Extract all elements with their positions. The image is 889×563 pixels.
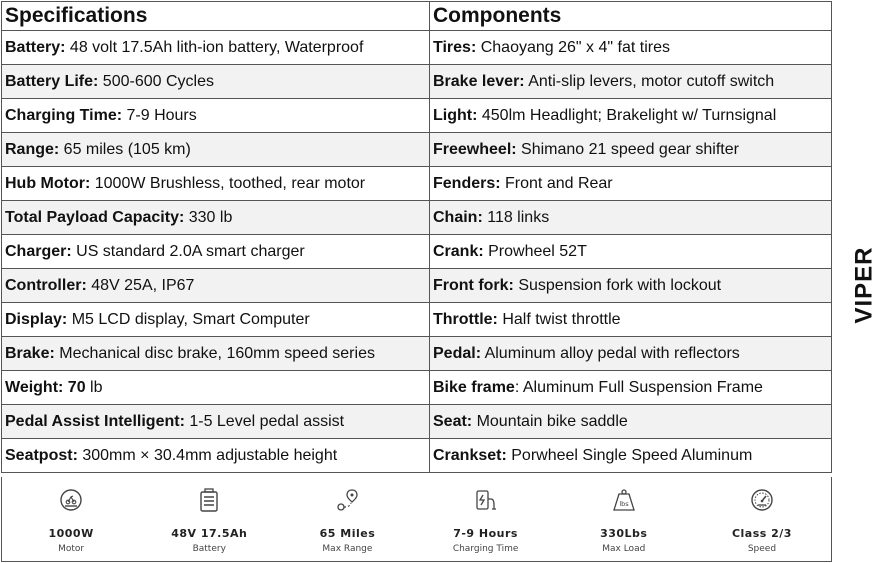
table-header-row [2,2,832,31]
stat-battery [140,477,278,561]
stat-charging-caption: Charging Time [452,544,519,554]
component-cell [430,371,832,405]
stat-speed-value: Class 2/3 [731,527,792,540]
specification-cell-value: Mechanical disc brake, 160mm speed series [54,344,375,362]
component-cell-label: Seat: [433,412,473,430]
specification-cell-label: Display: [5,310,68,328]
specification-cell-label: Seatpost: [5,446,78,464]
weight-lbs-icon [611,487,637,513]
specification-cell-value: 7-9 Hours [122,106,197,124]
specification-cell-value: lb [85,378,103,396]
component-cell-label: Throttle: [433,310,498,328]
brand-label [845,230,885,340]
component-cell-value: Prowheel 52T [483,242,587,260]
specification-cell [2,133,430,167]
battery-icon [196,487,222,513]
table-row [2,201,832,235]
specification-cell-label: Pedal Assist Intelligent: [5,412,185,430]
component-cell-value: Chaoyang 26" x 4" fat tires [476,38,670,56]
specification-cell-label: Battery: [5,38,66,56]
component-cell-value: : Aluminum Full Suspension Frame [514,378,763,396]
component-cell-label: Front fork: [433,276,514,294]
specification-cell-label: Battery Life: [5,72,99,90]
stat-speed [693,477,831,561]
specification-cell [2,439,430,473]
brand-text: VIPER [851,246,878,324]
component-cell [430,99,832,133]
component-cell [430,133,832,167]
component-cell-label: Freewheel: [433,140,517,158]
table-row [2,337,832,371]
stat-speed-caption: Speed [747,544,777,554]
specifications-header: Specifications [2,2,430,31]
table-row [2,235,832,269]
component-cell-value: Porwheel Single Speed Aluminum [506,446,753,464]
component-cell-value: Shimano 21 speed gear shifter [516,140,739,158]
specification-cell-label: Hub Motor: [5,174,91,192]
specification-cell [2,337,430,371]
component-cell-label: Light: [433,106,478,124]
specification-cell-label: Brake: [5,344,55,362]
specification-cell-value: 1-5 Level pedal assist [184,412,345,430]
stat-load-caption: Max Load [602,544,646,554]
components-header: Components [430,2,832,31]
table-row [2,303,832,337]
weight-icon-text: lbs [619,500,629,508]
stat-range-caption: Max Range [322,544,373,554]
specification-cell-value: 1000W Brushless, toothed, rear motor [90,174,366,192]
spec-table [1,1,832,473]
specification-cell-value: 300mm × 30.4mm adjustable height [77,446,338,464]
specification-cell [2,167,430,201]
stat-load-value: 330Lbs [600,527,648,540]
specification-cell [2,405,430,439]
spec-table-body [2,31,832,473]
component-cell [430,439,832,473]
component-cell-value: Aluminum alloy pedal with reflectors [481,344,740,362]
stat-motor [2,477,140,561]
component-cell-label: Crankset: [433,446,507,464]
specification-cell-label: Charging Time: [5,106,123,124]
specification-cell-value: 48V 25A, IP67 [86,276,195,294]
specification-cell-label: Range: [5,140,60,158]
table-row [2,133,832,167]
component-cell [430,167,832,201]
component-cell [430,235,832,269]
specification-cell [2,371,430,405]
specification-cell-value: 500-600 Cycles [98,72,214,90]
stat-range-value: 65 Miles [319,527,376,540]
table-row [2,99,832,133]
component-cell-label: Crank: [433,242,484,260]
specification-cell [2,31,430,65]
table-row [2,167,832,201]
stat-range [278,477,416,561]
component-cell-label: Chain: [433,208,483,226]
table-row [2,65,832,99]
specification-cell-label: Controller: [5,276,87,294]
motor-icon [58,487,84,513]
stat-load [555,477,693,561]
stat-battery-value: 48V 17.5Ah [171,527,248,540]
specification-cell [2,65,430,99]
specification-cell-value: M5 LCD display, Smart Computer [67,310,310,328]
specification-cell-label: Total Payload Capacity: [5,208,185,226]
component-cell [430,405,832,439]
component-cell-label: Brake lever: [433,72,525,90]
specification-cell [2,269,430,303]
component-cell [430,65,832,99]
stat-motor-caption: Motor [58,544,85,554]
component-cell-value: 450lm Headlight; Brakelight w/ Turnsignal [477,106,777,124]
component-cell-value: Mountain bike saddle [472,412,628,430]
component-cell [430,269,832,303]
specification-cell-value: 65 miles (105 km) [59,140,191,158]
stat-motor-value: 1000W [48,527,94,540]
component-cell [430,337,832,371]
speedometer-icon [749,487,775,513]
specification-cell [2,303,430,337]
specification-cell-value: 330 lb [184,208,233,226]
component-cell-label: Tires: [433,38,477,56]
table-row [2,371,832,405]
table-row [2,405,832,439]
specification-cell [2,235,430,269]
component-cell [430,303,832,337]
component-cell [430,31,832,65]
table-row [2,269,832,303]
component-cell-value: 118 links [482,208,550,226]
stat-charging-value: 7-9 Hours [453,527,518,540]
specification-cell [2,99,430,133]
component-cell [430,201,832,235]
component-cell-label: Bike frame [433,378,515,396]
charging-plug-icon [473,487,499,513]
stat-battery-caption: Battery [192,544,226,554]
feature-icon-bar [1,477,832,562]
component-cell-value: Half twist throttle [497,310,621,328]
component-cell-value: Suspension fork with lockout [513,276,722,294]
table-row [2,31,832,65]
specification-cell-value: 48 volt 17.5Ah lith-ion battery, Waterproof [65,38,364,56]
specification-cell-label: Charger: [5,242,72,260]
specification-cell-value: US standard 2.0A smart charger [71,242,305,260]
component-cell-label: Fenders: [433,174,501,192]
component-cell-value: Anti-slip levers, motor cutoff switch [524,72,775,90]
specification-cell-label: Weight: 70 [5,378,86,396]
component-cell-value: Front and Rear [500,174,613,192]
table-row [2,439,832,473]
specification-cell [2,201,430,235]
component-cell-label: Pedal: [433,344,482,362]
stat-charging [417,477,555,561]
route-pin-icon [334,487,360,513]
